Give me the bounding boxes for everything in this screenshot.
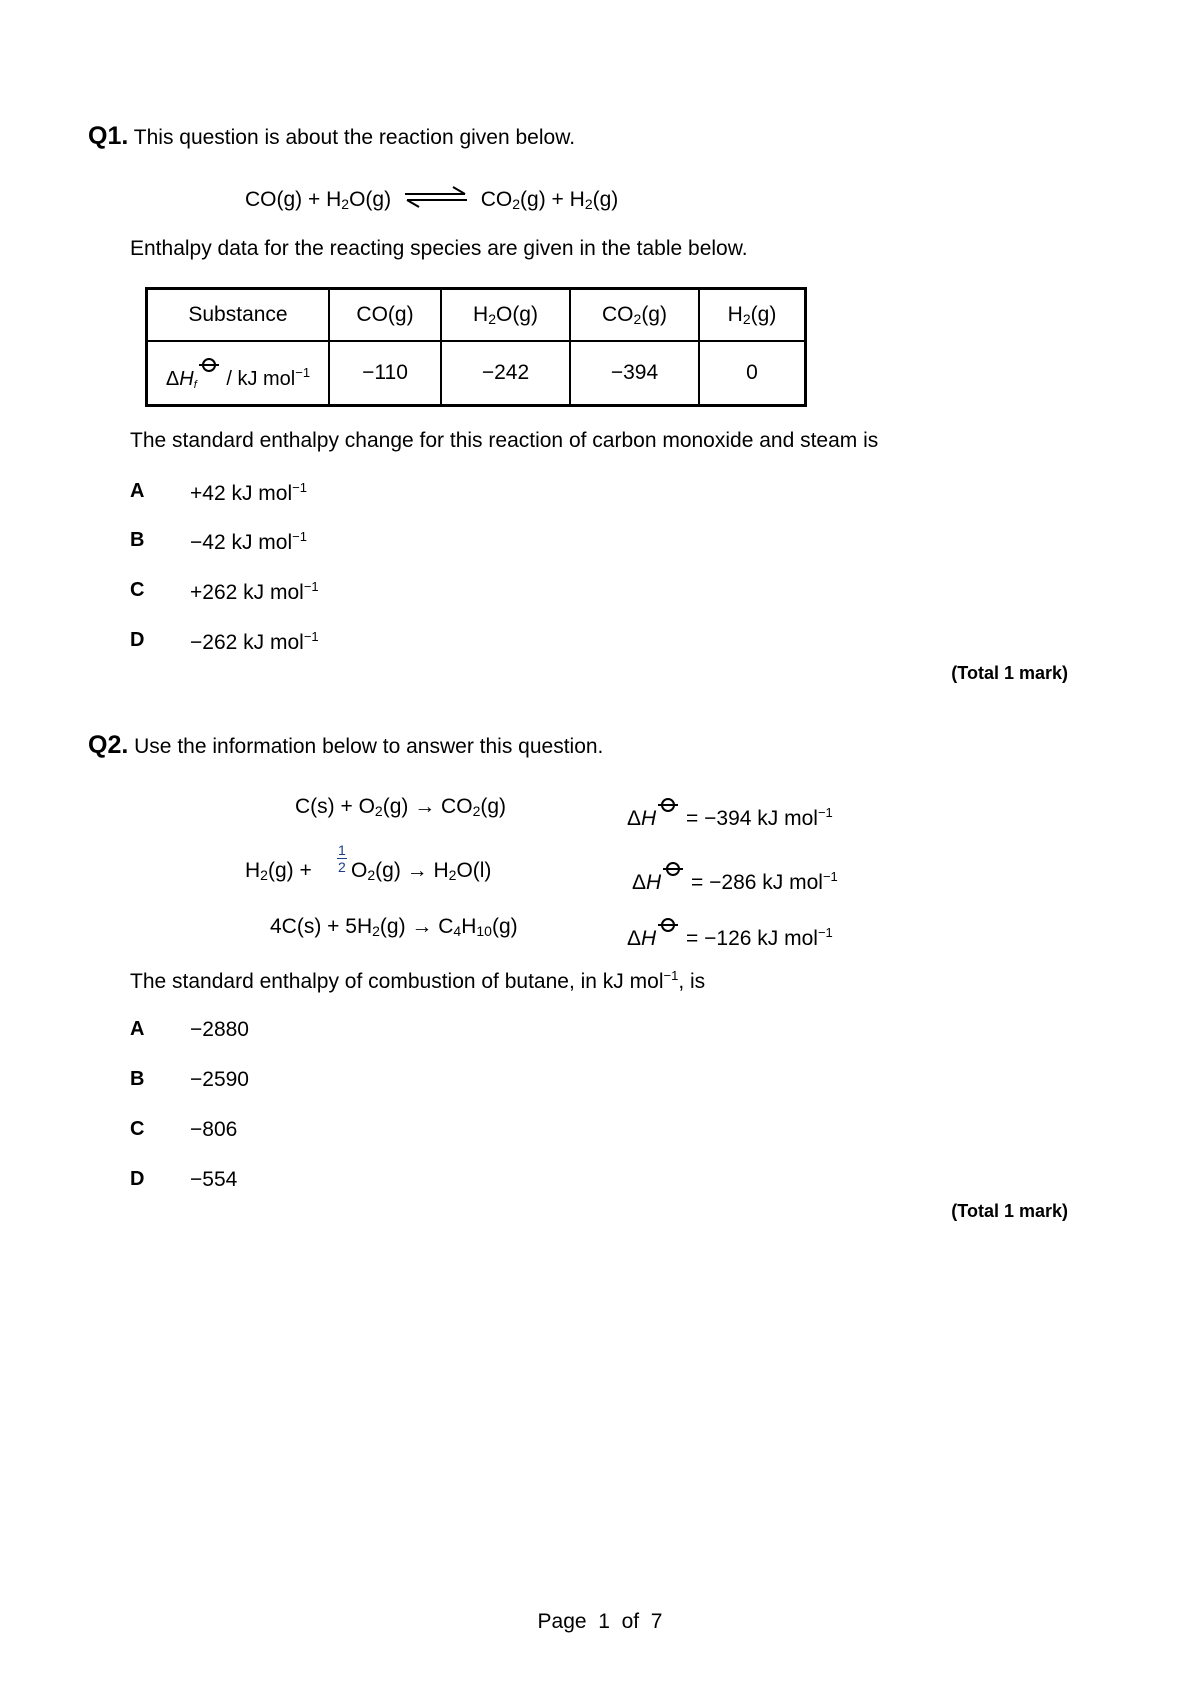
table-row-label: $\Delta H_f$ / kJ mol$^{-1}$ — [147, 341, 330, 406]
table-header-species: $H_2(g)$ — [699, 289, 806, 342]
q1-total-mark: (Total 1 mark) — [951, 663, 1068, 683]
q1-option-label: A — [130, 480, 145, 502]
standard-state-icon — [656, 915, 680, 935]
enthalpy-table — [145, 287, 807, 407]
q2-total-mark: (Total 1 mark) — [951, 1201, 1068, 1221]
q2-option-label: D — [130, 1168, 145, 1190]
q1-option-value: +262 kJ mol$^{-1}$ — [190, 579, 319, 604]
q2-option-label: B — [130, 1068, 145, 1090]
q2-heading — [88, 731, 603, 760]
q1-option-value: −42 kJ mol$^{-1}$ — [190, 529, 307, 554]
q2-equation-2a: $H_2(g)$ + — [245, 859, 312, 883]
table-cell-value: −242 — [441, 341, 570, 406]
q1-option-value: +42 kJ mol$^{-1}$ — [190, 480, 307, 505]
table-header-substance: Substance — [147, 289, 330, 342]
q1-heading — [88, 122, 575, 151]
table-row — [147, 341, 806, 406]
q2-prompt: Use the information below to answer this question. — [134, 735, 604, 758]
q2-enthalpy-1: ΔH = −394 kJ mol$^{-1}$ — [627, 795, 833, 831]
table-cell-value: −110 — [329, 341, 441, 406]
q2-option-label: C — [130, 1118, 145, 1140]
q2-option-value: −806 — [190, 1118, 238, 1141]
table-cell-value: 0 — [699, 341, 806, 406]
q2-option-value: −2590 — [190, 1068, 249, 1091]
equilibrium-arrow-icon — [403, 186, 469, 208]
q1-table-intro: Enthalpy data for the reacting species are given in the table below. — [130, 237, 748, 260]
q2-enthalpy-3: ΔH = −126 kJ mol$^{-1}$ — [627, 915, 833, 951]
standard-state-icon — [661, 859, 685, 879]
q1-stem: The standard enthalpy change for this reaction of carbon monoxide and steam is — [130, 429, 879, 452]
q2-number: Q2. — [88, 731, 129, 759]
q1-option-label: B — [130, 529, 145, 551]
table-header-species: $H_2O(g)$ — [441, 289, 570, 342]
standard-state-icon — [656, 795, 680, 815]
q2-option-value: −554 — [190, 1168, 238, 1191]
q1-number: Q1. — [88, 122, 129, 150]
q2-equation-1: $C(s) + O_2(g) \to CO_2(g)$ — [295, 795, 507, 819]
q2-equation-2b: $O_2(g) \to H_2O(l)$ — [351, 859, 492, 883]
q1-prompt: This question is about the reaction given below. — [133, 126, 576, 149]
table-header-species: $CO_2(g)$ — [570, 289, 699, 342]
q1-option-label: D — [130, 629, 145, 651]
q1-option-value: −262 kJ mol$^{-1}$ — [190, 629, 319, 654]
table-header-species: CO(g) — [329, 289, 441, 342]
q2-option-value: −2880 — [190, 1018, 249, 1041]
q2-enthalpy-2: ΔH = −286 kJ mol$^{-1}$ — [632, 859, 838, 895]
q1-reaction-equation: $CO(g) + H_2O(g) CO_2(g) + H_2(g)$ — [245, 188, 619, 212]
table-cell-value: −394 — [570, 341, 699, 406]
standard-state-icon — [197, 355, 221, 375]
q2-stem: The standard enthalpy of combustion of butane, in kJ mol$^{-1}$, is — [130, 968, 706, 993]
one-half-fraction: $\frac{1}{2}$ — [338, 842, 346, 875]
q2-option-label: A — [130, 1018, 145, 1040]
page-number-footer: Page 1 of 7 — [537, 1610, 663, 1633]
q1-option-label: C — [130, 579, 145, 601]
table-row — [147, 289, 806, 342]
q2-equation-3: $4C(s) + 5H_2(g) \to C_4H_{10}(g)$ — [270, 915, 518, 939]
